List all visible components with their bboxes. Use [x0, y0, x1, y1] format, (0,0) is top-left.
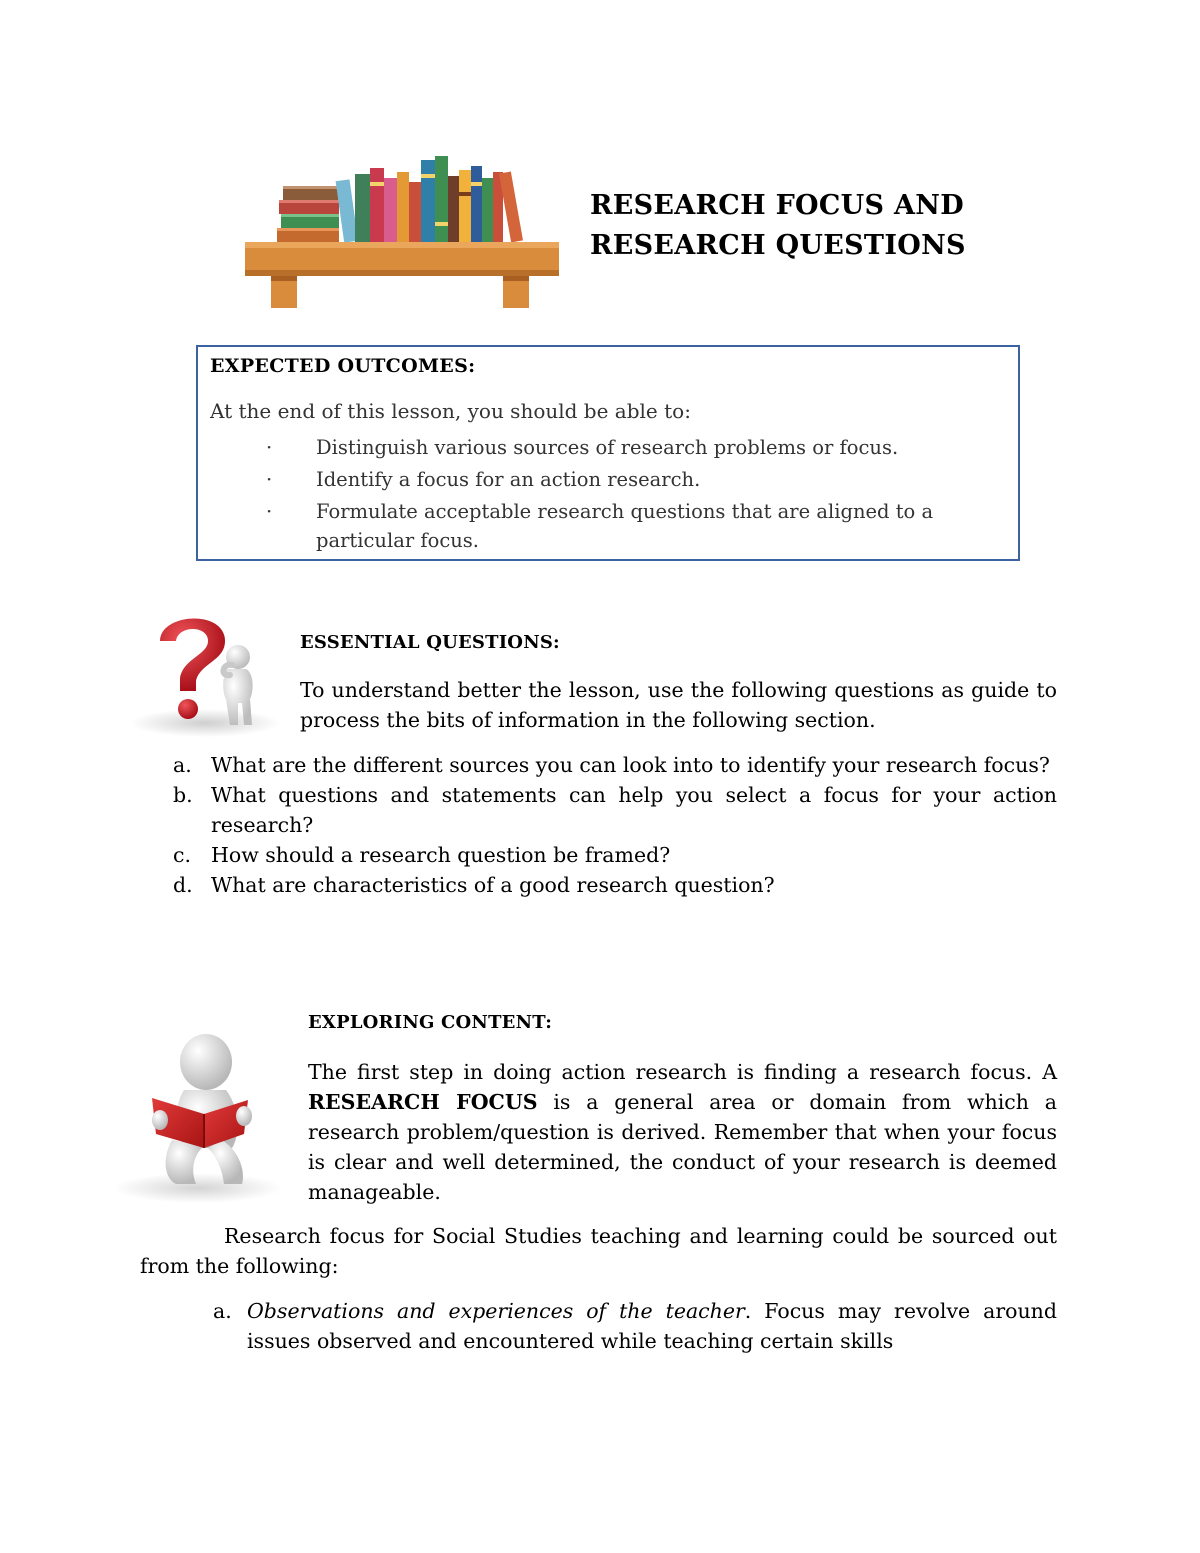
list-item [173, 780, 1057, 840]
expected-outcomes-intro: At the end of this lesson, you should be able to: [210, 399, 691, 423]
essential-questions-paragraph: To understand better the lesson, use the following questions as guide to process the bits of information in the following section. [300, 678, 1057, 732]
sources-list [213, 1296, 1057, 1356]
page-title [590, 186, 1070, 266]
question-text: How should a research question be framed? [211, 843, 671, 867]
list-item [266, 465, 1014, 494]
bullet-icon: · [266, 468, 273, 491]
list-marker: a. [173, 753, 192, 777]
expected-outcomes-list [266, 433, 1014, 558]
list-marker: d. [173, 873, 193, 897]
question-text: What are characteristics of a good research question? [211, 873, 775, 897]
essential-questions-heading: ESSENTIAL QUESTIONS: [300, 632, 560, 653]
expected-outcomes-box [196, 345, 1020, 561]
outcome-text: Distinguish various sources of research problems or focus. [316, 436, 899, 459]
exploring-text-part-2: is a general area or domain from which a research problem/question is derived. Remember that when your focus is clear and well determined, the conduct of your research is deemed manageable. [308, 1090, 1058, 1204]
list-item [213, 1296, 1057, 1356]
outcome-text: Identify a focus for an action research. [316, 468, 701, 491]
title-line-1: RESEARCH FOCUS AND [590, 190, 964, 221]
expected-outcomes-heading: EXPECTED OUTCOMES: [210, 355, 476, 377]
research-focus-term: RESEARCH FOCUS [308, 1090, 538, 1114]
exploring-content-heading: EXPLORING CONTENT: [308, 1012, 553, 1033]
essential-questions-list [173, 750, 1057, 900]
outcome-text: Formulate acceptable research questions that are aligned to a particular focus. [316, 500, 934, 552]
source-text: . Focus may revolve around issues observed and encountered while teaching certain skills [247, 1299, 1057, 1353]
bullet-icon: · [266, 436, 273, 459]
exploring-content-paragraph [308, 1057, 1057, 1207]
list-item [266, 497, 1014, 555]
list-item [173, 870, 1057, 900]
question-text: What questions and statements can help you select a focus for your action research? [211, 783, 1057, 837]
title-line-2: RESEARCH QUESTIONS [590, 230, 966, 261]
list-marker: c. [173, 843, 191, 867]
source-title: Observations and experiences of the teacher [247, 1299, 745, 1323]
bullet-icon: · [266, 500, 273, 523]
sources-paragraph: Research focus for Social Studies teaching and learning could be sourced out from the following: [140, 1224, 1057, 1278]
list-item [173, 840, 1057, 870]
list-item [173, 750, 1057, 780]
question-text: What are the different sources you can look into to identify your research focus? [211, 753, 1050, 777]
question-mark-figure-illustration [130, 603, 280, 738]
list-marker: a. [213, 1299, 232, 1323]
reading-figure-illustration [114, 1028, 282, 1203]
exploring-text-part-1: The first step in doing action research is finding a research focus. A [308, 1060, 1057, 1084]
list-marker: b. [173, 783, 193, 807]
list-item [266, 433, 1014, 462]
bookshelf-illustration [243, 152, 561, 310]
